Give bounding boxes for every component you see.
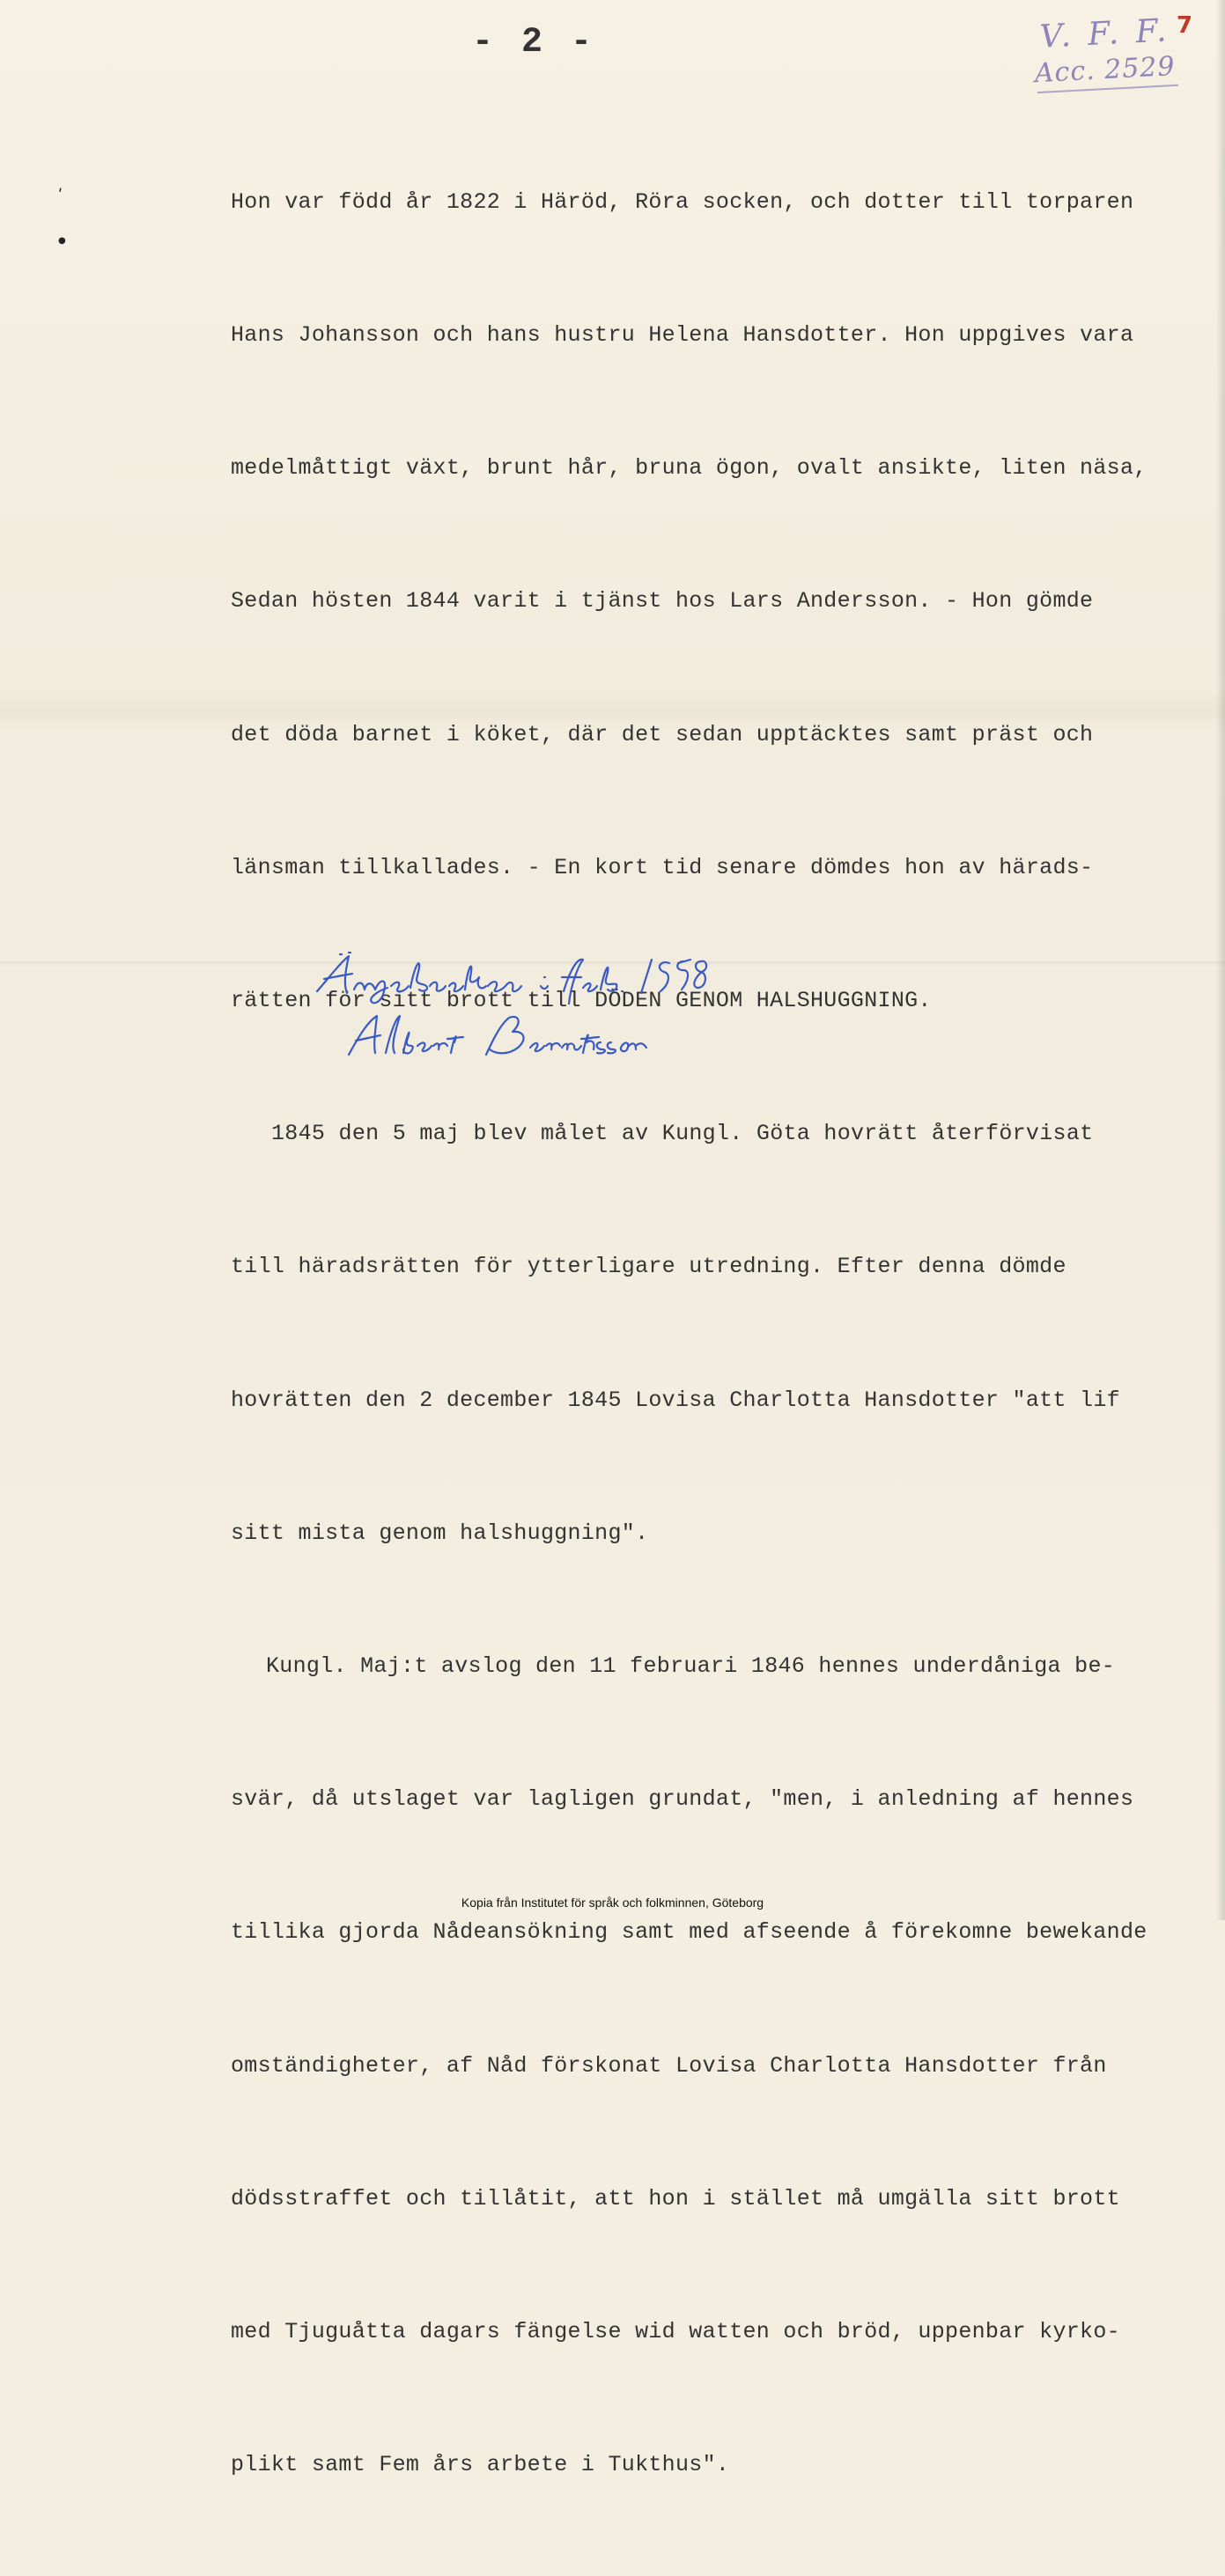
archive-stamp: [1029, 12, 1184, 101]
text-line: rätten för sitt brott till DÖDEN GENOM HALSHUGGNING.: [231, 988, 932, 1014]
text-line: länsman tillkallades. - En kort tid senare dömdes hon av härads-: [231, 854, 1094, 880]
stamp-line-1: V. F. F.: [1038, 12, 1171, 55]
text-line: hovrätten den 2 december 1845 Lovisa Charlotta Hansdotter "att lif: [231, 1387, 1120, 1413]
text-line: med Tjuguåtta dagars fängelse wid watten och bröd, uppenbar kyrko-: [231, 2319, 1120, 2345]
typed-text: [231, 92, 1164, 2576]
text-line: svär, då utslaget var lagligen grundat, "men, i anledning af hennes: [231, 1786, 1134, 1813]
text-line: tillika gjorda Nådeansökning samt med afseende å förekomne bewekande: [231, 1919, 1148, 1946]
text-line: Kungl. Maj:t avslog den 11 februari 1846 hennes underdåniga be-: [266, 1653, 1116, 1680]
text-line: plikt samt Fem års arbete i Tukthus".: [231, 2452, 730, 2478]
paper-edge: [1216, 0, 1225, 1920]
text-line: sitt mista genom halshuggning".: [231, 1520, 649, 1546]
margin-dot-mark: ●: [58, 236, 66, 246]
text-line: medelmåttigt växt, brunt hår, bruna ögon, ovalt ansikte, liten näsa,: [231, 455, 1148, 482]
text-line: omständigheter, af Nåd förskonat Lovisa Charlotta Hansdotter från: [231, 2052, 1107, 2079]
page-number: - 2 -: [472, 23, 596, 63]
text-line: Sedan hösten 1844 varit i tjänst hos Lars Andersson. - Hon gömde: [231, 588, 1094, 615]
handwritten-signature: [314, 951, 727, 1065]
text-line: dödsstraffet och tillåtit, att hon i stället må umgälla sitt brott: [231, 2185, 1120, 2212]
stamp-line-2: Acc. 2529: [1034, 50, 1177, 90]
text-line: det döda barnet i köket, där det sedan upptäcktes samt präst och: [231, 721, 1094, 747]
text-line: Hans Johansson och hans hustru Helena Hansdotter. Hon uppgives vara: [231, 322, 1134, 349]
archive-footer: Kopia från Institutet för språk och folkminnen, Göteborg: [461, 1895, 764, 1910]
text-line: 1845 den 5 maj blev målet av Kungl. Göta hovrätt återförvisat: [271, 1121, 1094, 1147]
margin-tick-mark: ʹ: [58, 187, 63, 205]
corner-mark: 7: [1177, 12, 1193, 39]
text-line: till häradsrätten för ytterligare utredning. Efter denna dömde: [231, 1254, 1066, 1280]
text-line: Hon var född år 1822 i Häröd, Röra socken, och dotter till torparen: [231, 188, 1134, 215]
